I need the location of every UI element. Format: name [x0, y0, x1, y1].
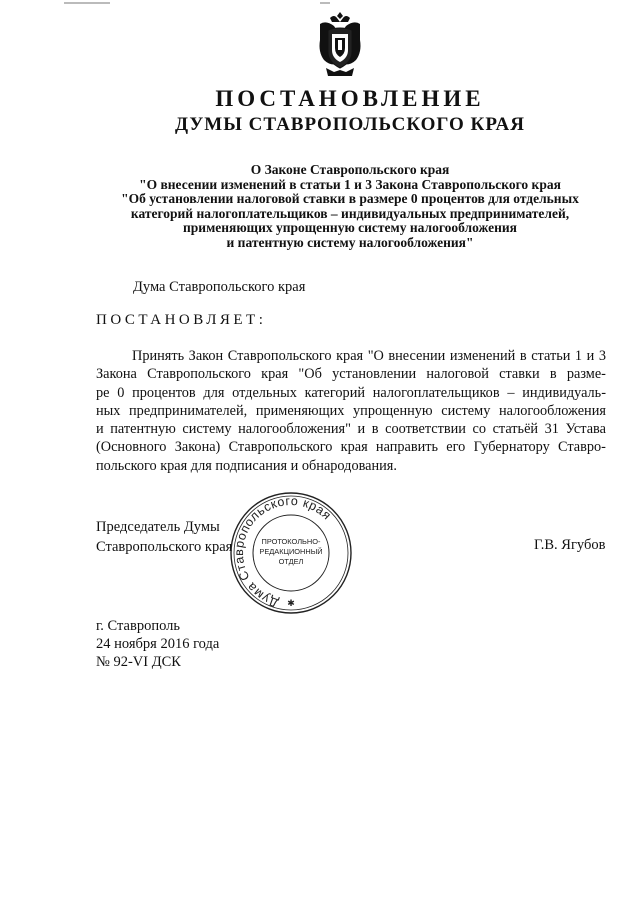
body-word: со: [472, 421, 486, 438]
body-word: изменений: [449, 348, 516, 364]
document-title: ПОСТАНОВЛЕНИЕ: [215, 86, 485, 111]
body-word: и: [96, 421, 104, 438]
body-word: Закона: [96, 366, 137, 383]
document-footer: [96, 617, 219, 671]
body-word: для: [203, 384, 225, 401]
body-word: Закона): [174, 439, 221, 456]
body-line: [96, 420, 606, 438]
subject-line: применяющих упрощенную систему налогообложения: [183, 220, 517, 235]
decree-heading: ПОСТАНОВЛЯЕТ:: [96, 312, 267, 328]
body-word: Ставропольского: [228, 439, 333, 456]
body-word: польского края для подписания и обнародования.: [96, 457, 397, 474]
body-word: и: [586, 348, 595, 364]
body-word: применяющих: [255, 402, 345, 419]
signer-position-line: Ставропольского края: [96, 539, 233, 555]
stamp-inner-line: РЕДАКЦИОННЫЙ: [259, 547, 323, 556]
stamp-star-icon: ✱: [287, 598, 295, 608]
law-subject: [0, 163, 640, 250]
signer-position-line: Председатель Думы: [96, 519, 220, 535]
body-word: края: [261, 366, 289, 383]
body-line: [96, 402, 606, 420]
body-word: систему: [182, 421, 232, 438]
body-word: статьёй: [492, 421, 539, 438]
body-word: "Об: [298, 366, 322, 383]
coat-of-arms-icon: [316, 10, 364, 78]
body-word: индивидуаль-: [522, 384, 606, 401]
body-word: ре: [96, 384, 110, 401]
body-word: его: [446, 439, 466, 456]
body-word: 1: [574, 348, 583, 364]
subject-line: О Законе Ставропольского края: [250, 162, 450, 177]
body-word: 3: [598, 348, 606, 364]
body-line: [96, 438, 606, 456]
body-word: патентную: [110, 421, 176, 438]
body-word: упрощенную: [353, 402, 433, 419]
body-word: налоговой: [426, 366, 489, 383]
body-word: категорий: [304, 384, 365, 401]
body-word: предпринимателей,: [129, 402, 248, 419]
body-word: ставки: [499, 366, 540, 383]
body-word: "О: [367, 348, 384, 364]
body-word: отдельных: [232, 384, 297, 401]
body-word: в: [519, 348, 527, 364]
document-city: г. Ставрополь: [96, 618, 181, 634]
body-word: в: [371, 421, 379, 438]
body-word: направить: [375, 439, 439, 456]
subject-line: "О внесении изменений в статьи 1 и 3 Закона Ставропольского края: [139, 176, 561, 192]
body-word: налогообложения": [238, 421, 351, 438]
body-word: внесении: [388, 348, 446, 364]
body-word: статьи: [531, 348, 571, 364]
scan-artifact: [64, 2, 110, 4]
stamp-ring-text: Дума Ставропольского края: [231, 493, 335, 611]
body-word: (Основного: [96, 439, 167, 456]
document-subtitle: ДУМЫ СТАВРОПОЛЬСКОГО КРАЯ: [175, 114, 525, 135]
subject-line: и патентную систему налогообложения": [226, 234, 474, 250]
subject-line: "Об установлении налоговой ставки в размере 0 процентов для отдельных: [121, 191, 579, 206]
body-word: ных: [96, 402, 121, 419]
body-line: [96, 457, 606, 475]
signer-name: Г.В. Ягубов: [534, 537, 606, 553]
body-word: налогообложения: [498, 402, 606, 419]
signer-position: [96, 517, 232, 557]
body-word: и: [357, 421, 366, 438]
body-word: края: [336, 348, 364, 364]
issuing-body: Дума Ставропольского края: [133, 279, 306, 295]
document-date: 24 ноября 2016 года: [96, 636, 220, 652]
body-line: [96, 365, 606, 383]
body-line: [96, 347, 606, 365]
body-word: систему: [441, 402, 491, 419]
scan-artifact: [320, 2, 330, 4]
body-word: Закон: [188, 348, 224, 364]
subject-line: категорий налогоплательщиков – индивидуальных предпринимателей,: [130, 205, 570, 221]
body-word: –: [507, 384, 515, 401]
official-stamp: [226, 488, 356, 618]
stamp-inner-line: ОТДЕЛ: [278, 557, 304, 566]
body-word: налогоплательщиков: [372, 384, 500, 401]
body-line: [96, 384, 606, 402]
body-word: Устава: [565, 421, 606, 438]
body-word: процентов: [132, 384, 196, 401]
body-word: Принять: [132, 348, 185, 364]
body-word: Губернатору: [473, 439, 550, 456]
body-word: в: [549, 366, 557, 383]
body-word: Ставропольского: [147, 366, 251, 383]
stamp-inner-line: ПРОТОКОЛЬНО-: [261, 537, 321, 546]
body-word: разме-: [566, 366, 606, 383]
body-word: соответствии: [385, 421, 466, 438]
decree-body: [96, 347, 606, 475]
body-word: установлении: [332, 366, 417, 383]
body-word: 31: [544, 421, 559, 438]
body-word: Ставропольского: [227, 348, 332, 364]
document-number: № 92-VI ДСК: [96, 654, 181, 670]
body-word: края: [340, 439, 368, 456]
body-word: 0: [117, 384, 125, 401]
body-word: Ставро-: [558, 439, 606, 456]
